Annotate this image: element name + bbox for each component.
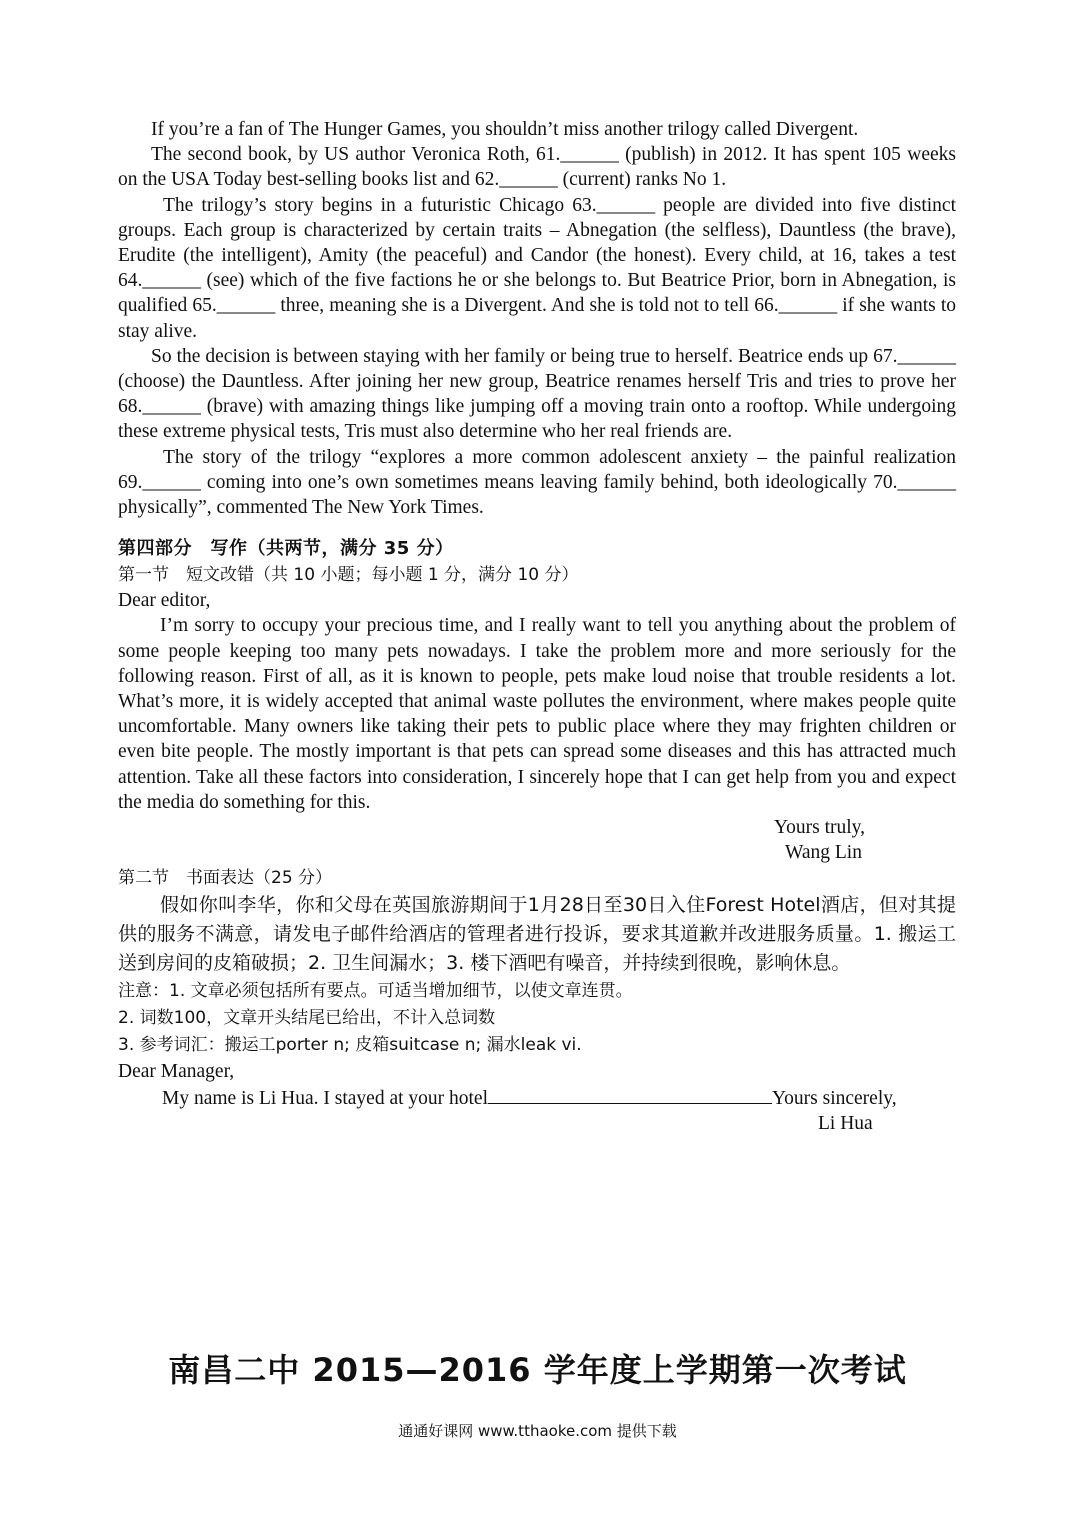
passage-paragraph-3: The trilogy’s story begins in a futuristic Chicago 63.______ people are divided into five distinct groups. Each group is characterized by certain traits – Abnegation (the selfless), Dauntless (the brave), Erudite (the intelligent), Amity (the peaceful) and Candor (the honest). Every child, at 16, takes a test 64.______ (see) which of the five factions he or she belongs to. But Beatrice Prior, born in Abnegation, is qualified 65.______ three, meaning she is a Divergent. And she is told not to tell 66.______ if she wants to stay alive.: [118, 194, 956, 342]
note-3: 3. 参考词汇：搬运工porter n; 皮箱suitcase n; 漏水leak vi.: [118, 1035, 582, 1056]
exam-title: 南昌二中 2015—2016 学年度上学期第一次考试: [168, 1351, 907, 1389]
letter-greeting: Dear editor,: [118, 590, 211, 612]
passage-paragraph-5: The story of the trilogy “explores a more common adolescent anxiety – the painful realization 69.______ coming into one’s own sometimes means leaving family behind, both ideologically 70.______ physically”, commented The New York Times.: [118, 446, 956, 519]
email-first-line: [118, 1085, 956, 1111]
part4-heading: 第四部分 写作（共两节，满分 35 分）: [118, 538, 454, 560]
email-signature: Li Hua: [818, 1112, 873, 1134]
spacer: [118, 520, 956, 536]
email-closing: Yours sincerely,: [772, 1087, 897, 1109]
email-start-text: My name is Li Hua. I stayed at your hotel: [162, 1087, 489, 1109]
note-1: 注意：1. 文章必须包括所有要点。可适当增加细节，以使文章连贯。: [118, 981, 633, 1002]
passage-paragraph-1: If you’re a fan of The Hunger Games, you shouldn’t miss another trilogy called Divergent.: [151, 119, 859, 140]
passage-paragraph-4: So the decision is between staying with her family or being true to herself. Beatrice ends up 67.______ (choose) the Dauntless. After joining her new group, Beatrice renames herself Tris and tries to prove her 68.______ (brave) with amazing things like jumping off a moving train onto a rooftop. While undergoing these extreme physical tests, Tris must also determine who her real friends are.: [118, 345, 956, 443]
download-note: 通通好课网 www.tthaoke.com 提供下载: [398, 1422, 677, 1440]
letter-body: I’m sorry to occupy your precious time, and I really want to tell you anything about the problem of some people keeping too many pets nowadays. I take the problem more and more seriously for the following reason. First of all, as it is known to people, pets make loud noise that trouble residents a lot. What’s more, it is widely accepted that animal waste pollutes the environment, where makes people quite uncomfortable. Many owners like taking their pets to public place where they may frighten children or even bite people. The mostly important is that pets can spread some diseases and this has attracted much attention. Take all these factors into consideration, I sincerely hope that I can get help from you and expect the media do something for this.: [118, 615, 956, 813]
note-2: 2. 词数100，文章开头结尾已给出，不计入总词数: [118, 1008, 496, 1029]
letter-signature: Wang Lin: [785, 842, 862, 864]
email-greeting: Dear Manager,: [118, 1061, 235, 1083]
section1-title: 第一节 短文改错（共 10 小题；每小题 1 分，满分 10 分）: [118, 565, 579, 586]
section2-title: 第二节 书面表达（25 分）: [118, 868, 333, 889]
writing-task: 假如你叫李华，你和父母在英国旅游期间于1月28日至30日入住Forest Hotel酒店，但对其提供的服务不满意，请发电子邮件给酒店的管理者进行投诉，要求其道歉并改进服务质量。1. 搬运工送到房间的皮箱破损；2. 卫生间漏水；3. 楼下酒吧有噪音，并持续到很晚，影响休息。: [118, 894, 956, 975]
exam-page: [118, 117, 956, 1136]
letter-closing: Yours truly,: [774, 817, 866, 839]
passage-paragraph-2: The second book, by US author Veronica Roth, 61.______ (publish) in 2012. It has spent 105 weeks on the USA Today best-selling books list and 62.______ (current) ranks No 1.: [118, 144, 956, 191]
answer-blank-line: [488, 1085, 772, 1104]
